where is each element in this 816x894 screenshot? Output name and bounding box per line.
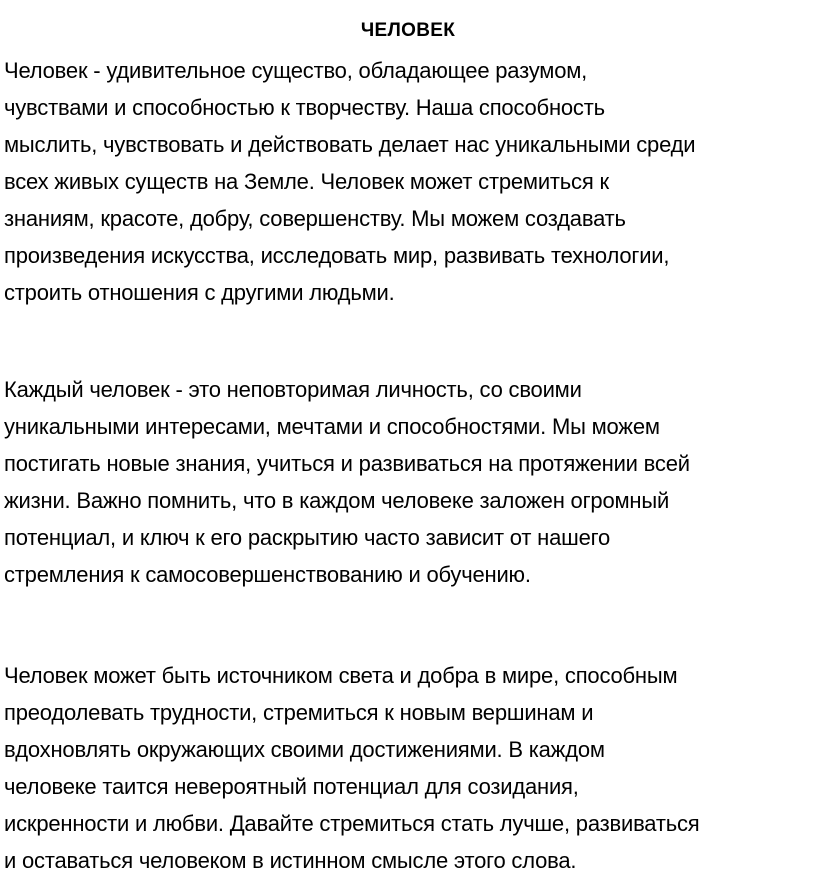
paragraph-line: человеке таится невероятный потенциал для созидания, xyxy=(4,774,579,799)
paragraph-line: постигать новые знания, учиться и развиваться на протяжении всей xyxy=(4,451,690,476)
paragraph-line: преодолевать трудности, стремиться к новым вершинам и xyxy=(4,700,594,725)
paragraph-line: вдохновлять окружающих своими достижениями. В каждом xyxy=(4,737,605,762)
paragraph-line: стремления к самосовершенствованию и обучению. xyxy=(4,562,531,587)
paragraph-line: строить отношения с другими людьми. xyxy=(4,280,395,305)
paragraph-line: Человек может быть источником света и добра в мире, способным xyxy=(4,663,678,688)
paragraph-line: чувствами и способностью к творчеству. Наша способность xyxy=(4,95,605,120)
paragraph-line: жизни. Важно помнить, что в каждом человеке заложен огромный xyxy=(4,488,670,513)
paragraph-line: Каждый человек - это неповторимая личность, со своими xyxy=(4,377,582,402)
paragraph-line: искренности и любви. Давайте стремиться стать лучше, развиваться xyxy=(4,811,700,836)
paragraph-line: потенциал, и ключ к его раскрытию часто зависит от нашего xyxy=(4,525,610,550)
paragraph-line: уникальными интересами, мечтами и способностями. Мы можем xyxy=(4,414,660,439)
paragraph-2 xyxy=(4,371,812,593)
paragraph-line: и оставаться человеком в истинном смысле этого слова. xyxy=(4,848,577,873)
document-title: ЧЕЛОВЕК xyxy=(360,19,456,41)
paragraph-line: Человек - удивительное существо, обладающее разумом, xyxy=(4,58,588,83)
paragraph-line: всех живых существ на Земле. Человек может стремиться к xyxy=(4,169,609,194)
paragraph-line: знаниям, красоте, добру, совершенству. Мы можем создавать xyxy=(4,206,626,231)
paragraph-1 xyxy=(4,52,812,311)
paragraph-line: произведения искусства, исследовать мир, развивать технологии, xyxy=(4,243,670,268)
paragraph-3 xyxy=(4,657,812,879)
paragraph-line: мыслить, чувствовать и действовать делает нас уникальными среди xyxy=(4,132,696,157)
